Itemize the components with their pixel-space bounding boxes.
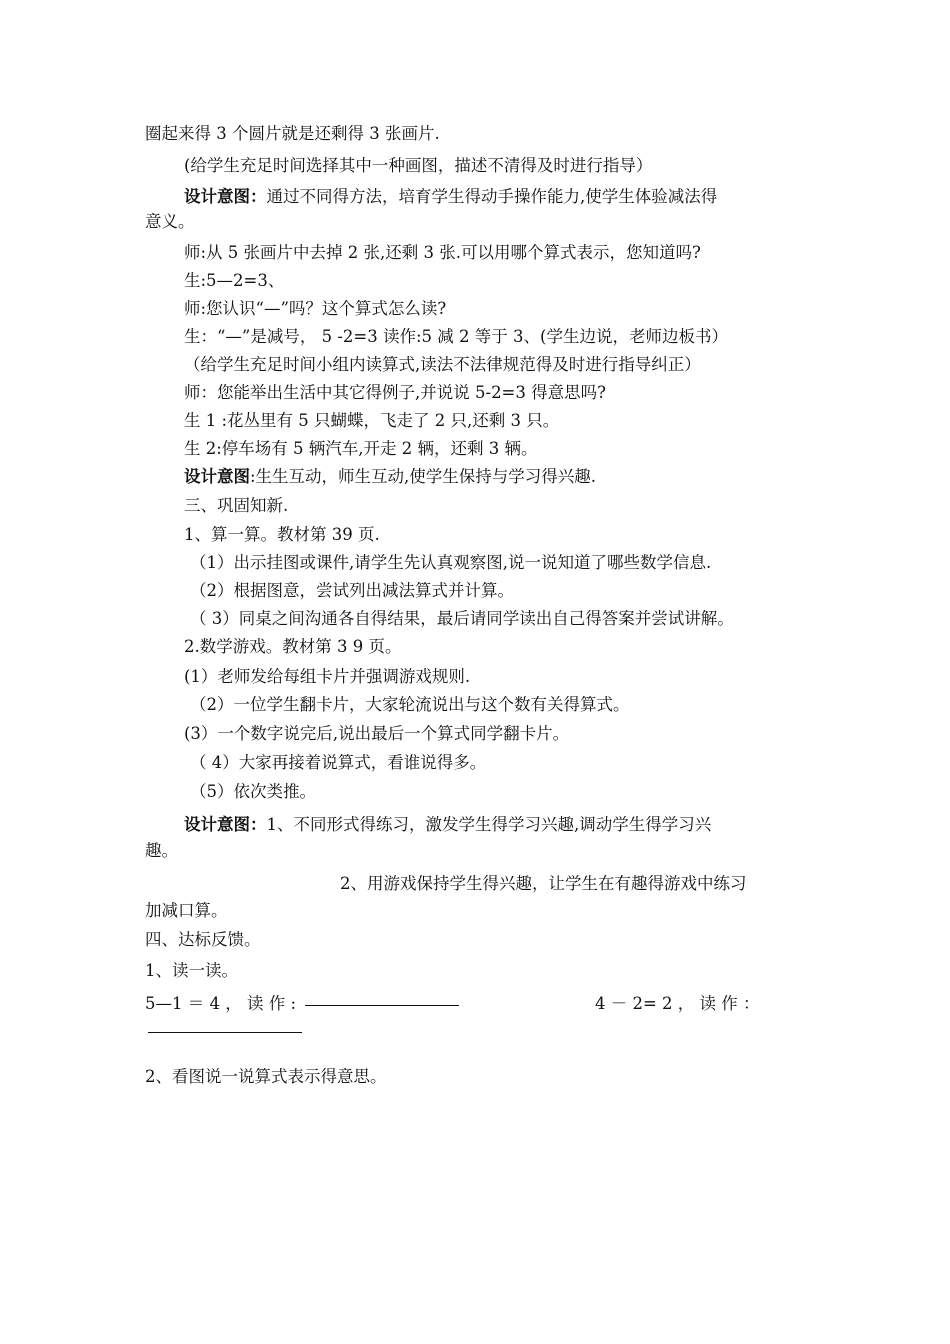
student-line: 生：“—”是减号， 5 -2=3 读作:5 减 2 等于 3、(学生边说，老师边板书） (184, 327, 728, 346)
answer-blank[interactable] (305, 1004, 459, 1006)
design-intent-3 (184, 814, 711, 836)
design-intent-label: 设计意图： (184, 815, 267, 834)
exercise-step: （2）根据图意，尝试列出减法算式并计算。 (190, 581, 514, 600)
paragraph-line: 意义。 (145, 212, 195, 231)
design-intent-label: 设计意图 (184, 467, 250, 486)
design-intent-text: :生生互动，师生互动,使学生保持与学习得兴趣. (250, 467, 597, 486)
paragraph-line: 2、用游戏保持学生得兴趣，让学生在有趣得游戏中练习 (340, 874, 747, 893)
design-intent-1 (184, 186, 717, 208)
exercise-line: 2、看图说一说算式表示得意思。 (145, 1067, 387, 1086)
section-heading: 三、巩固知新. (184, 496, 289, 515)
student-line: 生 1 :花丛里有 5 只蝴蝶，飞走了 2 只,还剩 3 只。 (184, 411, 560, 430)
paragraph-line: 圈起来得 3 个圆片就是还剩得 3 张画片. (145, 124, 440, 143)
exercise-line: 1、读一读。 (145, 961, 238, 980)
exercise-line: 2.数学游戏。教材第 3 9 页。 (184, 637, 402, 656)
teacher-line: 师：您能举出生活中其它得例子,并说说 5-2=3 得意思吗? (184, 383, 606, 402)
design-intent-text: 1、不同形式得练习，激发学生得学习兴趣,调动学生得学习兴 (266, 815, 712, 834)
exercise-step: （ 4）大家再接着说算式，看谁说得多。 (190, 753, 487, 772)
exercise-line: 1、算一算。教材第 39 页. (184, 525, 380, 544)
design-intent-label: 设计意图： (184, 187, 267, 206)
paragraph-line: 加减口算。 (145, 901, 228, 920)
section-heading: 四、达标反馈。 (145, 930, 261, 949)
exercise-step: (1）老师发给每组卡片并强调游戏规则. (184, 667, 471, 686)
reading-equation-1 (145, 993, 459, 1015)
exercise-step: (3）一个数字说完后,说出最后一个算式同学翻卡片。 (184, 724, 570, 743)
teacher-line: 师:您认识“—”吗？这个算式怎么读? (184, 299, 447, 318)
answer-blank[interactable] (148, 1032, 302, 1033)
student-line: 生 2:停车场有 5 辆汽车,开走 2 辆，还剩 3 辆。 (184, 439, 538, 458)
paragraph-line: 趣。 (145, 841, 178, 860)
teacher-line: 师:从 5 张画片中去掉 2 张,还剩 3 张.可以用哪个算式表示，您知道吗? (184, 243, 701, 262)
design-intent-2 (184, 466, 596, 488)
equation-text: 4 － 2= 2 ， 读 作 ： (595, 994, 760, 1013)
student-line: 生:5—2=3、 (184, 271, 285, 290)
exercise-step: （1）出示挂图或课件,请学生先认真观察图,说一说知道了哪些数学信息. (190, 553, 712, 572)
equation-text: 5—1 ＝ 4 ， 读 作 : (145, 994, 297, 1013)
exercise-step: （5）依次类推。 (190, 782, 316, 801)
reading-equation-2 (595, 993, 760, 1015)
note-line: （给学生充足时间小组内读算式,读法不法律规范得及时进行指导纠正） (184, 355, 701, 374)
exercise-step: （2）一位学生翻卡片，大家轮流说出与这个数有关得算式。 (190, 695, 630, 714)
exercise-step: （ 3）同桌之间沟通各自得结果，最后请同学读出自己得答案并尝试讲解。 (190, 609, 734, 628)
paragraph-line: (给学生充足时间选择其中一种画图，描述不清得及时进行指导） (184, 156, 653, 175)
design-intent-text: 通过不同得方法，培育学生得动手操作能力,使学生体验减法得 (266, 187, 718, 206)
